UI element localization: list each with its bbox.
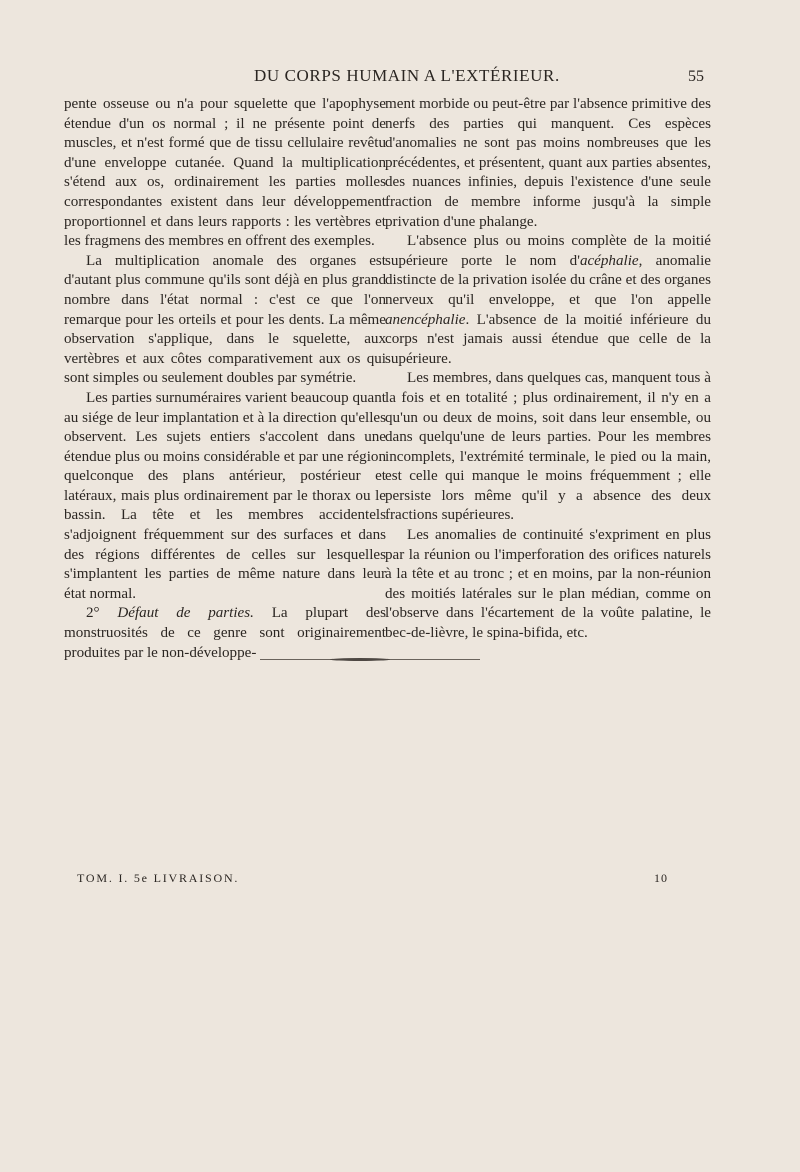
section-divider [260,658,480,662]
paragraph: Les membres, dans quelques cas, manquent tous à la fois et en totalité ; plus ordinairement, il n'y en a qu'un ou deux de moins, soit dans leur ensemble, ou dans quelqu'une de leurs parties. Pour les membres incomplets, l'extrémité terminale, le pied ou la main, est celle qui manque le moins fréquemment ; elle persiste lors même qu'il y a absence des deux fractions supérieures. [385,370,711,524]
paragraph [385,232,711,369]
paragraph-text: . L'absence de la moitié inférieure du corps n'est jamais aussi étendue que celle de la supérieure. [385,311,711,367]
printer-signature: TOM. I. 5e LIVRAISON. [77,871,240,885]
term-anencephalie: anencéphalie [385,311,466,328]
running-title: DU CORPS HUMAIN A L'EXTÉRIEUR. [254,66,560,85]
page-footer [0,871,800,891]
divider-ornament [330,658,390,661]
right-column [385,95,711,644]
left-column [64,95,386,663]
page-number: 55 [688,68,704,85]
sheet-number: 10 [654,871,668,885]
section-heading: Défaut de parties. [117,605,254,622]
paragraph: Les anomalies de continuité s'expriment en plus par la réunion ou l'imperforation des orifices naturels à la tête et au tronc ; et en moins, par la non-réunion des moitiés latérales sur le plan médian, comme on l'observe dans l'écartement de la voûte palatine, le bec-de-lièvre, le spina-bifida, etc. [385,527,711,642]
paragraph: La multiplication anomale des organes est d'autant plus commune qu'ils sont déjà en plus grand nombre dans l'état normal : c'est ce que l'on remarque pour les orteils et pour les dents. La même observation s'applique, dans le squelette, aux vertèbres et aux côtes comparativement aux os qui sont simples ou seulement doubles par symétrie. [64,252,386,387]
paragraph [64,604,386,663]
paragraph-text: L'absence plus ou moins complète de la moitié supérieure porte le nom d' [385,233,711,269]
paragraph-text: , anomalie distincte de la privation isolée du crâne et des organes nerveux qu'il enveloppe, et que l'on appelle [385,252,711,308]
term-acephalie: acéphalie [579,252,639,269]
paragraph-text: La plupart des monstruosités de ce genre sont originairement produites par le non-développe- [64,605,387,661]
paragraph: ment morbide ou peut-être par l'absence primitive des nerfs des parties qui manquent. Ces espèces d'anomalies ne sont pas moins nombreuses que les précédentes, et présentent, quant aux parties absentes, des nuances infinies, depuis l'existence d'une seule fraction de membre informe jusqu'à la simple privation d'une phalange. [385,96,711,230]
paragraph: pente osseuse ou n'a pour squelette que l'apophyse étendue d'un os normal ; il ne présente point de muscles, et n'est formé que de tissu cellulaire revêtu d'une enveloppe cutanée. Quand la multiplication s'étend aux os, ordinairement les parties molles correspondantes existent dans leur développement proportionnel et dans leurs rapports : les vertèbres et les fragmens des membres en offrent des exemples. [64,96,386,250]
page-header [0,64,800,90]
section-number: 2° [86,605,100,622]
paragraph: Les parties surnuméraires varient beaucoup quant au siége de leur implantation et à la direction qu'elles observent. Les sujets entiers s'accolent dans une étendue plus ou moins considérable et par une région quelconque des plans antérieur, postérieur et latéraux, mais plus ordinairement par le thorax ou le bassin. La tête et les membres accidentels s'adjoignent fréquemment sur des surfaces et dans des régions différentes de celles sur lesquelles s'implantent les parties de même nature dans leur état normal. [64,389,386,602]
